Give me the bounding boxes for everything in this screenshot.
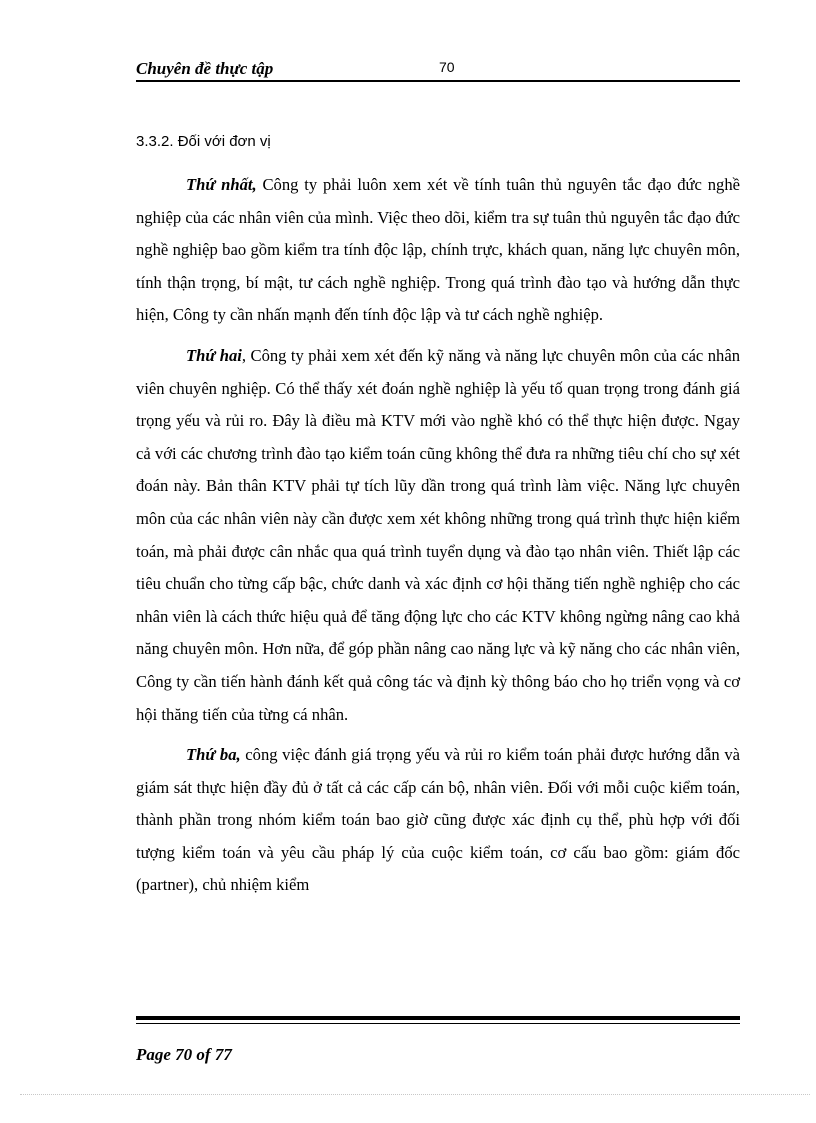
paragraph-second bbox=[136, 340, 740, 731]
footer-rule-thick bbox=[136, 1016, 740, 1020]
paragraph-body: công việc đánh giá trọng yếu và rủi ro kiểm toán phải được hướng dẫn và giám sát thực hiện đầy đủ ở tất cả các cấp cán bộ, nhân viên. Đối với mỗi cuộc kiểm toán, thành phần trong nhóm kiểm toán bao giờ cũng được xác định cụ thể, phù hợp với đối tượng kiểm toán và yêu cầu pháp lý của cuộc kiểm toán, cơ cấu bao gồm: giám đốc (partner), chủ nhiệm kiểm bbox=[136, 745, 740, 895]
paragraph-lead: Thứ nhất, bbox=[186, 175, 257, 194]
body-text bbox=[136, 169, 740, 902]
footer-rule-thin bbox=[136, 1023, 740, 1024]
page-header bbox=[136, 56, 740, 82]
header-rule bbox=[136, 80, 740, 82]
paragraph-body: Công ty phải luôn xem xét về tính tuân thủ nguyên tắc đạo đức nghề nghiệp của các nhân viên của mình. Việc theo dõi, kiểm tra sự tuân thủ nguyên tắc đạo đức nghề nghiệp bao gồm kiểm tra tính độc lập, chính trực, khách quan, năng lực chuyên môn, tính thận trọng, bí mật, tư cách nghề nghiệp. Trong quá trình đào tạo và hướng dẫn thực hiện, Công ty cần nhấn mạnh đến tính độc lập và tư cách nghề nghiệp. bbox=[136, 175, 740, 325]
footer-page-label: Page 70 of 77 bbox=[136, 1045, 232, 1064]
paragraph-third bbox=[136, 739, 740, 902]
paragraph-first bbox=[136, 169, 740, 332]
page-bottom-divider bbox=[20, 1094, 810, 1095]
paragraph-body: , Công ty phải xem xét đến kỹ năng và năng lực chuyên môn của các nhân viên chuyên nghiệp. Có thể thấy xét đoán nghề nghiệp là yếu tố quan trọng trong đánh giá trọng yếu và rủi ro. Đây là điều mà KTV mới vào nghề khó có thể thực hiện được. Ngay cả với các chương trình đào tạo kiểm toán cũng không thể đưa ra những tiêu chí cho sự xét đoán này. Bản thân KTV phải tự tích lũy dần trong quá trình làm việc. Năng lực chuyên môn của các nhân viên này cần được xem xét không những trong quá trình thực hiện kiểm toán, mà phải được cân nhắc qua quá trình tuyển dụng và đào tạo nhân viên. Thiết lập các tiêu chuẩn cho từng cấp bậc, chức danh và xác định cơ hội thăng tiến nghề nghiệp cho các nhân viên là cách thức hiệu quả để tăng động lực cho các KTV không ngừng nâng cao khả năng chuyên môn. Hơn nữa, để góp phần nâng cao năng lực và kỹ năng cho các nhân viên, Công ty cần tiến hành đánh kết quả công tác và định kỳ thông báo cho họ triển vọng và cơ hội thăng tiến của từng cá nhân. bbox=[136, 345, 741, 724]
paragraph-lead: Thứ hai bbox=[186, 345, 242, 365]
section-heading: 3.3.2. Đối với đơn vị bbox=[136, 133, 271, 150]
paragraph-lead: Thứ ba, bbox=[186, 745, 241, 765]
header-title: Chuyên đề thực tập bbox=[136, 59, 274, 78]
header-page-number: 70 bbox=[439, 59, 455, 75]
